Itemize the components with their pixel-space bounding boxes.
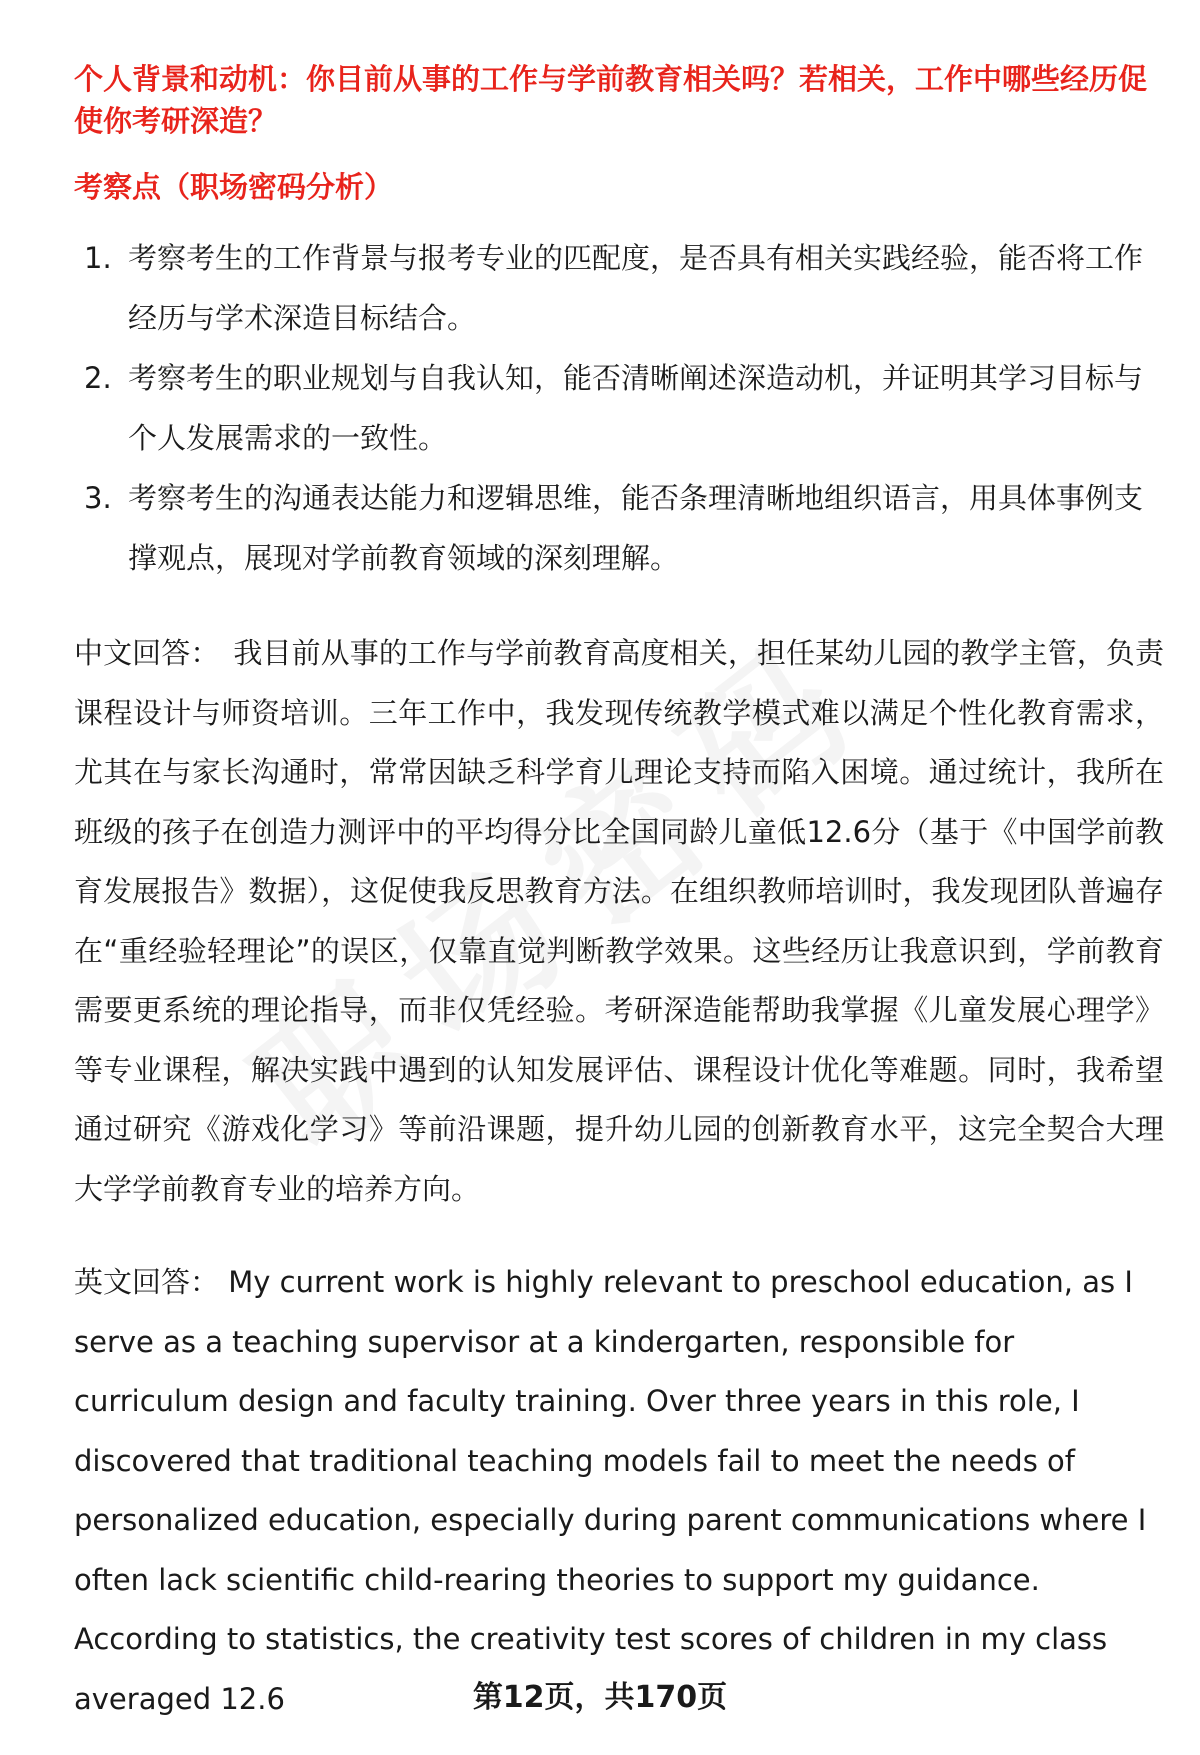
assessment-heading: 考察点（职场密码分析）	[74, 170, 394, 204]
point-number: 3.	[84, 481, 112, 515]
chinese-answer-label: 中文回答：	[74, 636, 220, 670]
english-answer	[74, 1253, 1164, 1729]
point-number: 2.	[84, 361, 112, 395]
chinese-answer	[74, 624, 1164, 1219]
assessment-point	[74, 228, 1164, 348]
english-answer-label: 英文回答：	[74, 1265, 220, 1299]
point-text: 考察考生的工作背景与报考专业的匹配度，是否具有相关实践经验，能否将工作经历与学术深造目标结合。	[128, 241, 1144, 335]
chinese-answer-text: 我目前从事的工作与学前教育高度相关，担任某幼儿园的教学主管，负责课程设计与师资培训。三年工作中，我发现传统教学模式难以满足个性化教育需求，尤其在与家长沟通时，常常因缺乏科学育儿理论支持而陷入困境。通过统计，我所在班级的孩子在创造力测评中的平均得分比全国同龄儿童低12.6分（基于《中国学前教育发展报告》数据），这促使我反思教育方法。在组织教师培训时，我发现团队普遍存在“重经验轻理论”的误区，仅靠直觉判断教学效果。这些经历让我意识到，学前教育需要更系统的理论指导，而非仅凭经验。考研深造能帮助我掌握《儿童发展心理学》等专业课程，解决实践中遇到的认知发展评估、课程设计优化等难题。同时，我希望通过研究《游戏化学习》等前沿课题，提升幼儿园的创新教育水平，这完全契合大理大学学前教育专业的培养方向。	[74, 636, 1164, 1206]
point-text: 考察考生的沟通表达能力和逻辑思维，能否条理清晰地组织语言，用具体事例支撑观点，展现对学前教育领域的深刻理解。	[128, 481, 1144, 575]
page-number: 第12页，共170页	[472, 1680, 728, 1715]
point-number: 1.	[84, 241, 112, 275]
point-text: 考察考生的职业规划与自我认知，能否清晰阐述深造动机，并证明其学习目标与个人发展需求的一致性。	[128, 361, 1144, 455]
assessment-point	[74, 348, 1164, 468]
question-title: 个人背景和动机：你目前从事的工作与学前教育相关吗？若相关，工作中哪些经历促使你考研深造？	[74, 62, 1148, 138]
english-answer-text: My current work is highly relevant to preschool education, as I serve as a teaching supervisor at a kindergarten, responsible for curriculum design and faculty training. Over three years in this role, I discovered that traditional teaching models fail to meet the needs of personalized education, especially during parent communications where I often lack scientific child-rearing theories to support my guidance. According to statistics, the creativity test scores of children in my class averaged 12.6	[74, 1265, 1147, 1716]
assessment-point	[74, 468, 1164, 588]
page-content	[74, 58, 1164, 1729]
assessment-points	[74, 228, 1164, 588]
